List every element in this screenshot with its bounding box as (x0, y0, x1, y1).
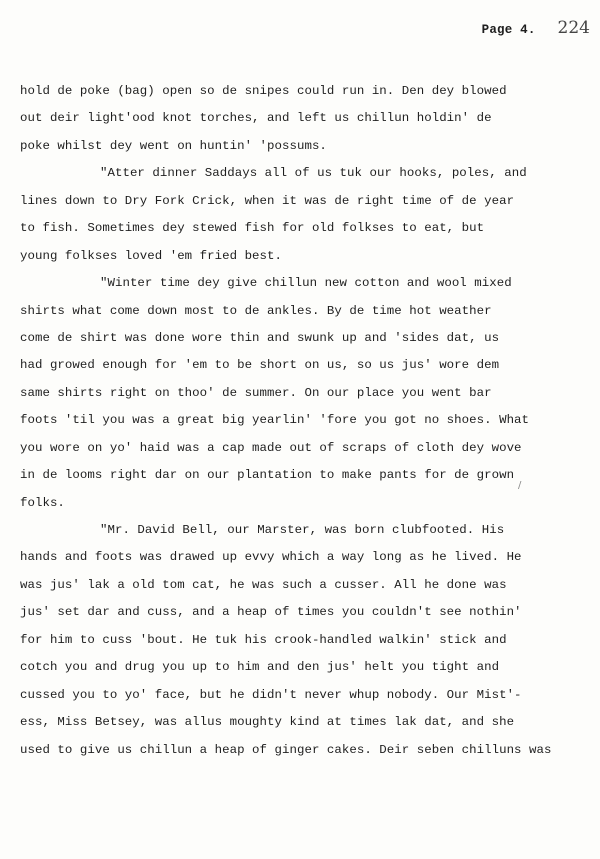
paragraph (20, 78, 582, 160)
text-line: foots 'til you was a great big yearlin' 'fore you got no shoes. What (20, 413, 530, 428)
text-line: used to give us chillun a heap of ginger cakes. Deir seben chilluns was (20, 742, 552, 757)
text-line: "Atter dinner Saddays all of us tuk our hooks, poles, and (100, 166, 527, 181)
text-line: poke whilst dey went on huntin' 'possums. (20, 138, 327, 153)
page-label: Page 4. (481, 23, 536, 37)
text-line: in de looms right dar on our plantation to make pants for de grown (20, 468, 515, 483)
text-line: come de shirt was done wore thin and swunk up and 'sides dat, us (20, 330, 500, 345)
text-line: shirts what come down most to de ankles. By de time hot weather (20, 303, 492, 318)
text-line: "Winter time dey give chillun new cotton and wool mixed (100, 276, 512, 291)
text-line: had growed enough for 'em to be short on us, so us jus' wore dem (20, 358, 500, 373)
text-line: same shirts right on thoo' de summer. On our place you went bar (20, 385, 492, 400)
page-header (482, 18, 590, 38)
text-line: you wore on yo' haid was a cap made out of scraps of cloth dey wove (20, 440, 522, 455)
text-line: for him to cuss 'bout. He tuk his crook-handled walkin' stick and (20, 632, 507, 647)
paragraph (20, 517, 582, 764)
text-line: "Mr. David Bell, our Marster, was born clubfooted. His (100, 523, 505, 537)
text-line: ess, Miss Betsey, was allus moughty kind at times lak dat, and she (20, 715, 515, 730)
text-line: young folkses loved 'em fried best. (20, 248, 282, 263)
page-number: 224 (557, 18, 590, 38)
text-line: to fish. Sometimes dey stewed fish for old folkses to eat, but (20, 221, 485, 236)
text-line: was jus' lak a old tom cat, he was such a cusser. All he done was (20, 577, 507, 592)
paragraph (20, 270, 582, 517)
text-line: cussed you to yo' face, but he didn't never whup nobody. Our Mist'- (20, 687, 522, 702)
stray-pencil-mark: / (518, 480, 522, 491)
text-line: hold de poke (bag) open so de snipes could run in. Den dey blowed (20, 84, 507, 98)
text-line: jus' set dar and cuss, and a heap of times you couldn't see nothin' (20, 605, 522, 620)
text-line: cotch you and drug you up to him and den jus' helt you tight and (20, 660, 500, 675)
text-line: folks. (20, 495, 65, 510)
paragraph (20, 160, 582, 270)
transcript-body (20, 78, 582, 764)
text-line: hands and foots was drawed up evvy which a way long as he lived. He (20, 550, 522, 565)
text-line: lines down to Dry Fork Crick, when it was de right time of de year (20, 193, 515, 208)
text-line: out deir light'ood knot torches, and left us chillun holdin' de (20, 111, 492, 126)
